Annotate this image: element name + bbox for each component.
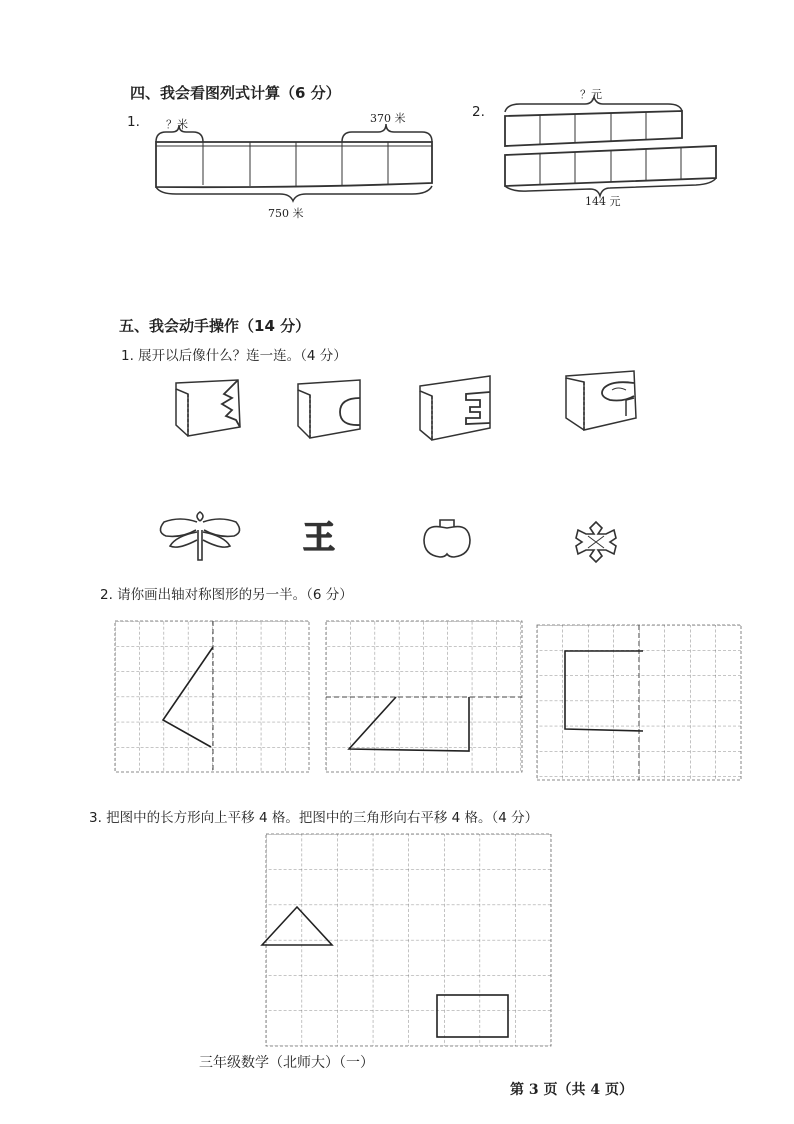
section-4-title: 四、我会看图列式计算（6 分）: [130, 84, 341, 102]
q5-3-prompt: 3. 把图中的长方形向上平移 4 格。把图中的三角形向右平移 4 格。（4 分）: [89, 810, 539, 826]
footer-book-title: 三年级数学（北师大）（一）: [199, 1055, 374, 1071]
q4-2-number: 2.: [472, 104, 485, 120]
q4-2-unknown-label: ？元: [580, 88, 602, 101]
q4-1-number: 1.: [127, 114, 140, 130]
section-5-title: 五、我会动手操作（14 分）: [119, 317, 311, 335]
q4-1-total-label: 750 米: [268, 207, 304, 220]
q5-1-prompt: 1. 展开以后像什么？连一连。（4 分）: [121, 348, 347, 364]
q5-2-prompt: 2. 请你画出轴对称图形的另一半。（6 分）: [100, 587, 353, 603]
q4-1-unknown-label: ？米: [166, 118, 188, 131]
footer-page-number: 第 3 页（共 4 页）: [510, 1082, 633, 1098]
wang-character-icon: 王: [303, 518, 336, 556]
q4-1-part-label: 370 米: [370, 112, 406, 125]
q4-2-total-label: 144 元: [585, 195, 621, 208]
